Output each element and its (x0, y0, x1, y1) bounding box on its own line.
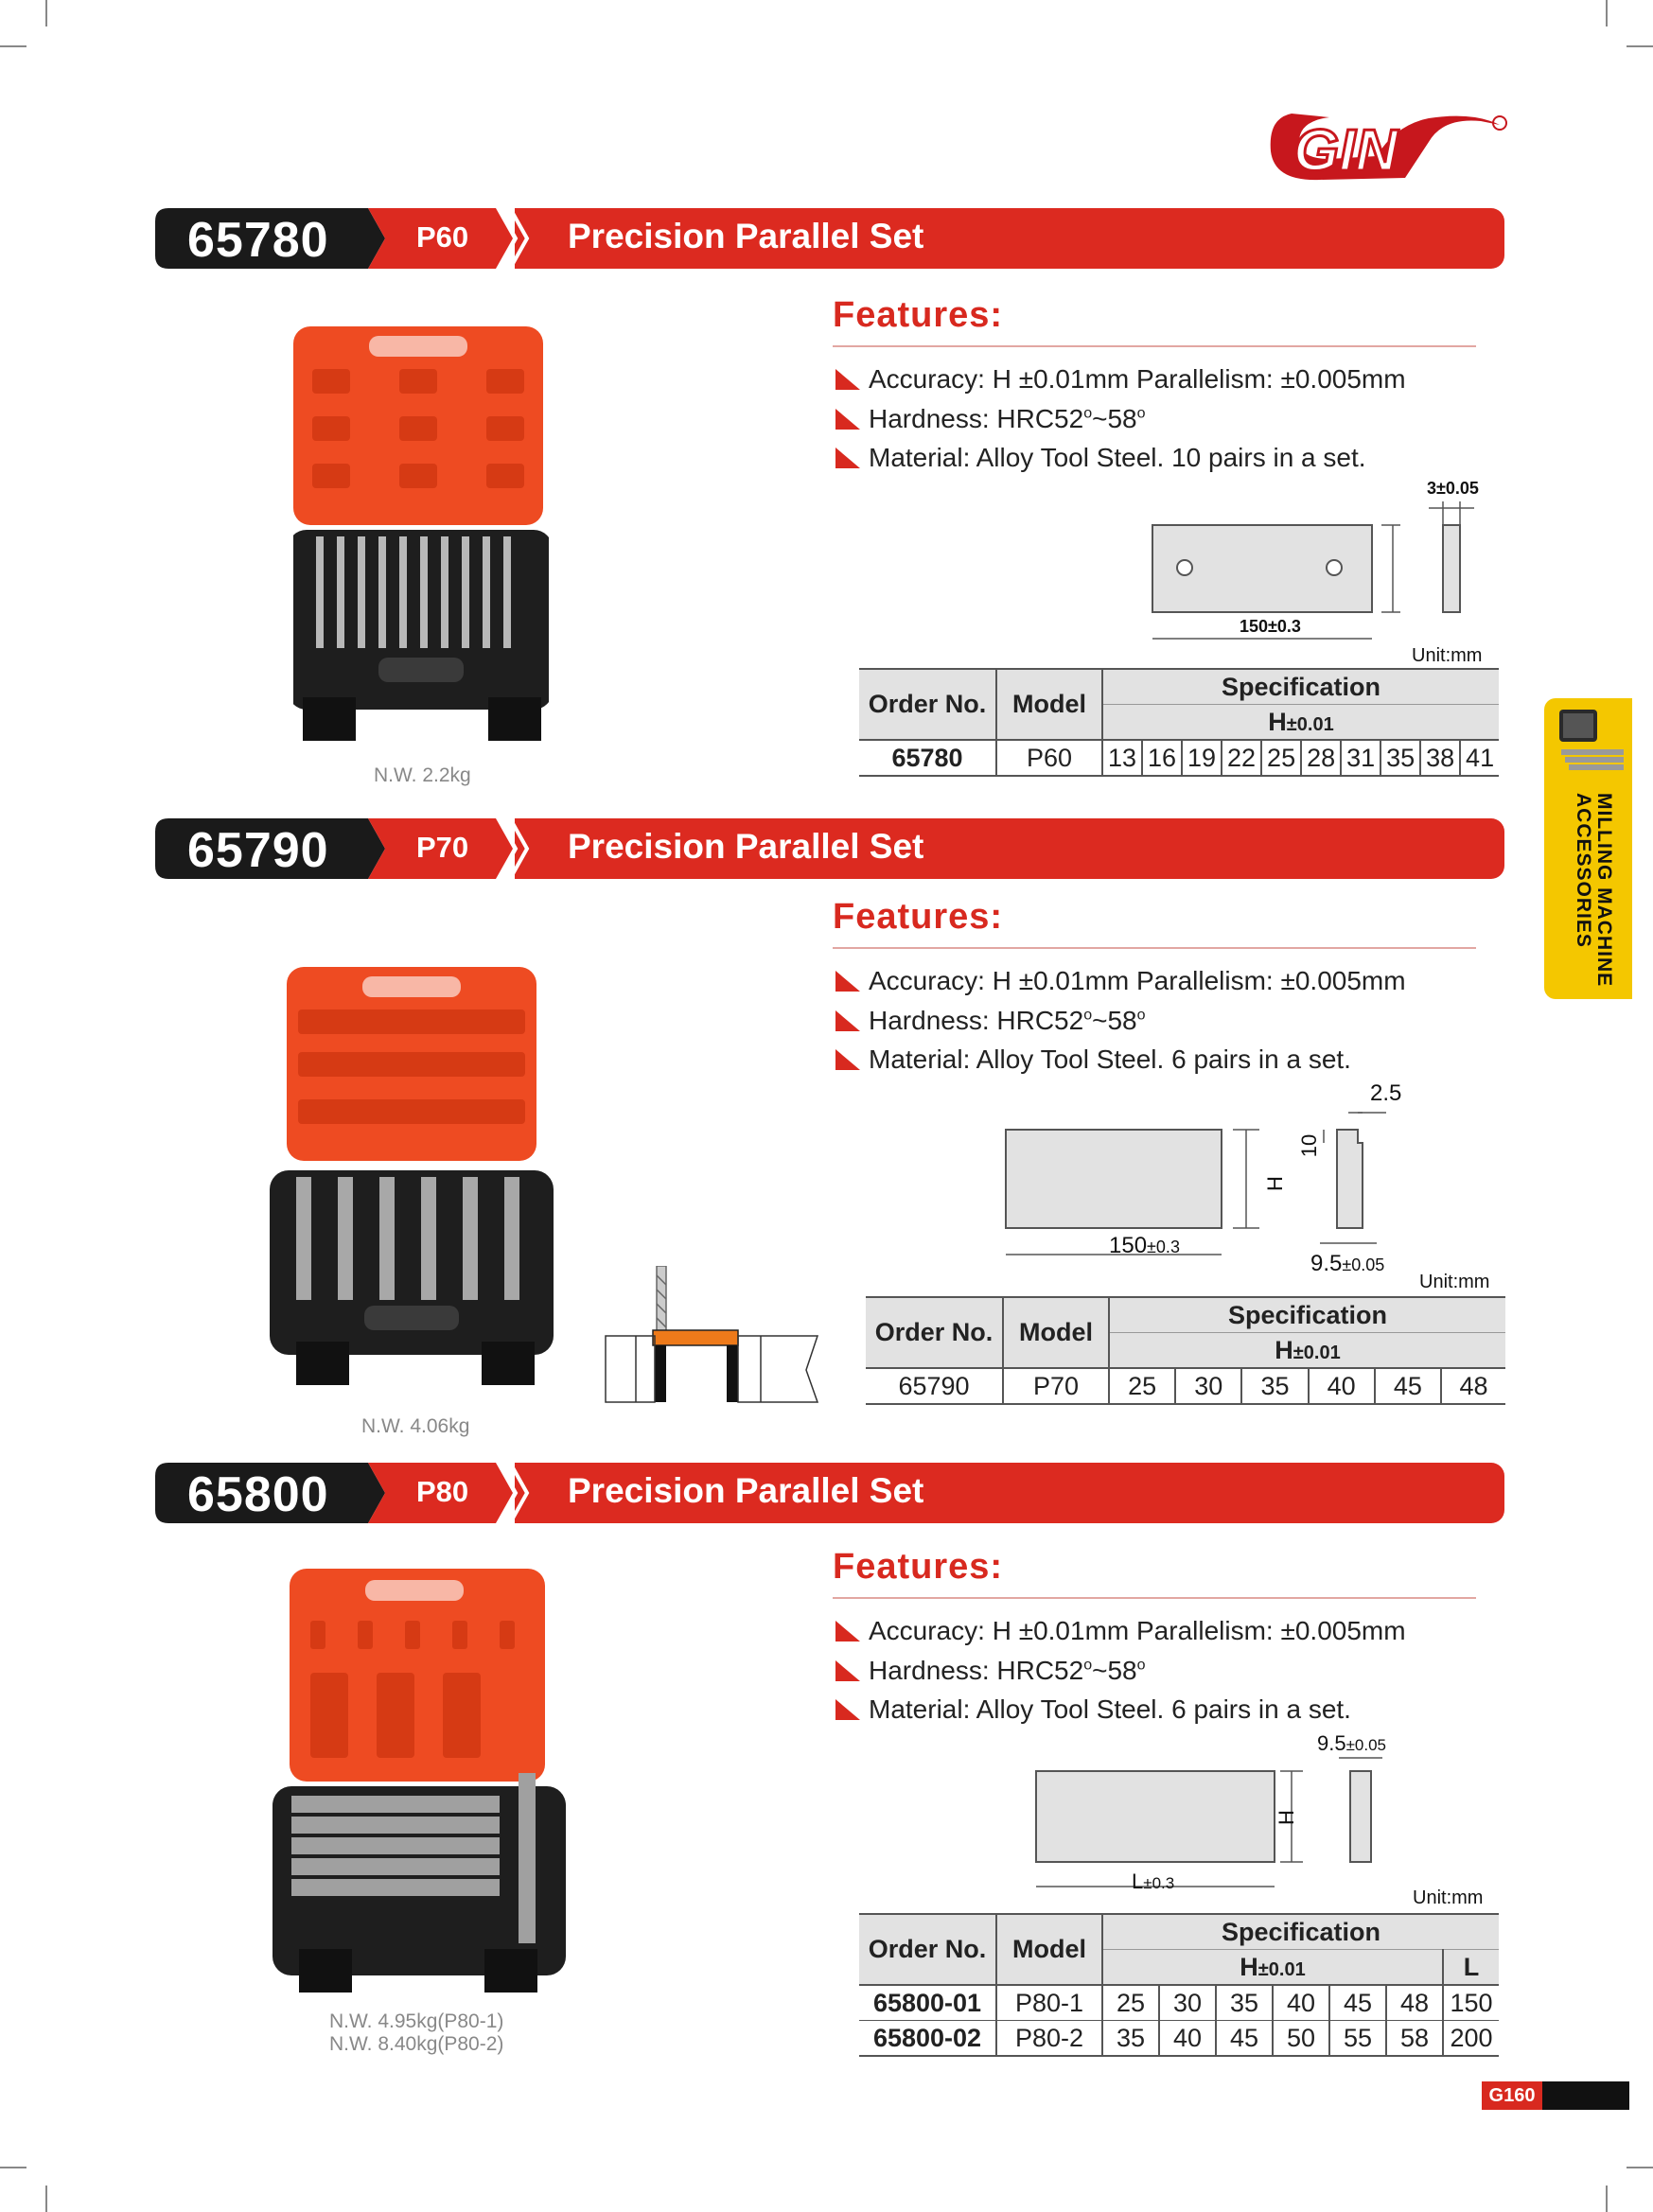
crop-mark (1627, 2167, 1653, 2168)
features-heading: Features: (833, 1547, 1004, 1587)
feature-material: Material: Alloy Tool Steel. 10 pairs in a set. (869, 443, 1366, 472)
cell-h-value: 38 (1420, 740, 1460, 776)
col-order-no: Order No. (859, 1914, 996, 1985)
bullet-icon (835, 369, 860, 390)
dim-thickness-value: 9.5 (1310, 1251, 1343, 1276)
col-model: Model (996, 1914, 1102, 1985)
crop-mark (1627, 45, 1653, 47)
cell-order: 65800-02 (872, 2023, 982, 2052)
dim-length (1132, 1870, 1174, 1894)
bullet-icon (835, 409, 860, 430)
cell-l-value: 200 (1443, 2021, 1499, 2057)
cell-model: P70 (1003, 1368, 1109, 1404)
divider (833, 947, 1476, 949)
col-specification: Specification (1109, 1297, 1505, 1333)
cell-h-value: 22 (1222, 740, 1261, 776)
product-title: Precision Parallel Set (568, 217, 924, 255)
col-specification: Specification (1102, 1914, 1499, 1950)
dim-thickness-tol: ±0.05 (1342, 1255, 1385, 1274)
col-l: L (1443, 1950, 1499, 1986)
dim-length: 150±0.3 (1240, 617, 1301, 636)
cell-h-value: 45 (1375, 1368, 1441, 1404)
feature-material: Material: Alloy Tool Steel. 6 pairs in a set. (869, 1694, 1351, 1724)
side-tab-line1: MILLING MACHINE (1593, 793, 1615, 988)
net-weight: N.W. 4.06kg (361, 1415, 470, 1437)
unit-label: Unit:mm (1413, 1887, 1484, 1908)
degree-mark: o (1136, 1657, 1146, 1674)
col-model: Model (996, 669, 1102, 740)
cell-h-value: 13 (1102, 740, 1142, 776)
col-order-no: Order No. (866, 1297, 1003, 1368)
features-heading: Features: (833, 897, 1004, 937)
cell-l-value: 150 (1443, 1985, 1499, 2021)
features-heading: Features: (833, 295, 1004, 335)
cell-h-value: 30 (1159, 1985, 1216, 2021)
cell-h-value: 30 (1175, 1368, 1241, 1404)
model-code: P70 (416, 831, 469, 864)
cell-h-value: 40 (1159, 2021, 1216, 2057)
product-photo-case-p70 (270, 967, 558, 1393)
hardness-tail: ~58 (1092, 1656, 1137, 1685)
cell-h-value: 35 (1241, 1368, 1308, 1404)
dim-h: H (1262, 1176, 1287, 1191)
cell-h-value: 40 (1309, 1368, 1375, 1404)
net-weight-p80-2: N.W. 8.40kg(P80-2) (329, 2033, 504, 2055)
page-number-bar (1482, 2081, 1629, 2110)
order-number: 65780 (187, 213, 329, 268)
order-number: 65800 (187, 1467, 329, 1522)
cell-h-value: 16 (1142, 740, 1182, 776)
col-h (1102, 705, 1499, 741)
order-number: 65790 (187, 823, 329, 878)
category-side-tab (1544, 698, 1632, 999)
cell-h-value: 35 (1216, 1985, 1273, 2021)
col-specification: Specification (1102, 669, 1499, 705)
net-weight: N.W. 2.2kg (374, 764, 471, 786)
hardness-tail: ~58 (1092, 1006, 1137, 1035)
cell-h-value: 50 (1273, 2021, 1329, 2057)
cell-model: P80-2 (996, 2021, 1102, 2057)
dimension-drawing-p60 (1145, 478, 1504, 653)
feature-accuracy: Accuracy: H ±0.01mm Parallelism: ±0.005mm (869, 1616, 1406, 1645)
bullet-icon (835, 1621, 860, 1641)
degree-mark: o (1083, 405, 1093, 422)
dim-length-value: L (1132, 1870, 1144, 1893)
section-title-bar (155, 1463, 1504, 1523)
side-tab-line2: ACCESSORIES (1573, 793, 1594, 948)
hardness-tail: ~58 (1092, 404, 1137, 433)
cell-order: 65800-01 (872, 1988, 982, 2017)
divider (833, 1597, 1476, 1599)
feature-hardness (869, 1656, 1146, 1686)
dim-length-tol: ±0.3 (1147, 1238, 1180, 1256)
dim-thickness (1317, 1731, 1386, 1756)
section-title-bar (155, 208, 1504, 269)
cell-h-value: 19 (1182, 740, 1222, 776)
crop-mark (1606, 0, 1608, 26)
degree-mark: o (1083, 1657, 1093, 1674)
side-tab-label (1573, 793, 1614, 987)
dim-thickness: 3±0.05 (1427, 479, 1479, 498)
cell-h-value: 48 (1441, 1368, 1505, 1404)
col-order-no: Order No. (859, 669, 996, 740)
dim-length-value: 150 (1109, 1233, 1148, 1258)
crop-mark (45, 0, 47, 26)
cell-h-value: 35 (1102, 2021, 1159, 2057)
cell-h-value: 35 (1380, 740, 1420, 776)
dimension-drawing-p70 (998, 1088, 1424, 1263)
degree-mark: o (1136, 1007, 1146, 1024)
dim-length (1109, 1233, 1180, 1259)
cell-h-value: 28 (1301, 740, 1341, 776)
model-code: P60 (416, 220, 469, 254)
cell-h-value: 45 (1329, 1985, 1386, 2021)
cell-model: P80-1 (996, 1985, 1102, 2021)
crop-mark (0, 45, 26, 47)
product-title: Precision Parallel Set (568, 1471, 924, 1510)
bullet-icon (835, 1049, 860, 1070)
cell-h-value: 25 (1102, 1985, 1159, 2021)
hardness-text: Hardness: HRC52 (869, 1656, 1084, 1685)
h-label: H (1240, 1952, 1258, 1981)
usage-illustration (598, 1266, 825, 1413)
dim-thickness-value: 9.5 (1317, 1731, 1346, 1755)
spec-table-65800 (859, 1913, 1499, 2057)
cell-h-value: 25 (1109, 1368, 1175, 1404)
dim-thickness (1310, 1251, 1384, 1277)
bullet-icon (835, 1010, 860, 1031)
model-code: P80 (416, 1475, 469, 1508)
dim-length-tol: ±0.3 (1143, 1874, 1175, 1892)
h-label: H (1268, 707, 1287, 736)
crop-mark (1606, 2186, 1608, 2212)
cell-h-value: 55 (1329, 2021, 1386, 2057)
bullet-icon (835, 1660, 860, 1681)
crop-mark (45, 2186, 47, 2212)
dim-h: H (1274, 1810, 1298, 1825)
dim-ten: 10 (1297, 1133, 1322, 1158)
degree-mark: o (1136, 405, 1146, 422)
feature-hardness (869, 1006, 1146, 1036)
cell-h-value: 25 (1261, 740, 1301, 776)
hardness-text: Hardness: HRC52 (869, 1006, 1084, 1035)
cell-h-value: 58 (1386, 2021, 1443, 2057)
cell-h-value: 31 (1341, 740, 1380, 776)
h-label: H (1275, 1335, 1293, 1364)
unit-label: Unit:mm (1419, 1272, 1490, 1292)
feature-accuracy: Accuracy: H ±0.01mm Parallelism: ±0.005mm (869, 364, 1406, 394)
cell-h-value: 40 (1273, 1985, 1329, 2021)
crop-mark (0, 2167, 26, 2168)
product-photo-case-p60 (293, 326, 549, 752)
spec-table-65780 (859, 668, 1499, 777)
net-weight-p80-1: N.W. 4.95kg(P80-1) (329, 2010, 504, 2032)
bullet-icon (835, 1699, 860, 1720)
cell-order: 65790 (898, 1371, 970, 1400)
dimension-drawing-p80 (1027, 1748, 1386, 1905)
product-photo-case-p80 (273, 1569, 575, 2009)
h-tolerance: ±0.01 (1257, 1958, 1306, 1980)
degree-mark: o (1083, 1007, 1093, 1024)
col-model: Model (1003, 1297, 1109, 1368)
parallel-set-thumbnail-icon (1552, 708, 1627, 783)
feature-hardness (869, 404, 1146, 434)
page-number: G160 (1482, 2081, 1542, 2110)
dim-thickness-tol: ±0.05 (1345, 1736, 1387, 1754)
cell-model: P60 (996, 740, 1102, 776)
unit-label: Unit:mm (1412, 645, 1483, 666)
col-h (1109, 1333, 1505, 1369)
h-tolerance: ±0.01 (1293, 1342, 1341, 1363)
col-h (1102, 1950, 1443, 1986)
product-title: Precision Parallel Set (568, 827, 924, 866)
bullet-icon (835, 971, 860, 992)
dim-step: 2.5 (1370, 1080, 1402, 1106)
feature-material: Material: Alloy Tool Steel. 6 pairs in a set. (869, 1045, 1351, 1074)
h-tolerance: ±0.01 (1286, 713, 1334, 735)
hardness-text: Hardness: HRC52 (869, 404, 1084, 433)
feature-accuracy: Accuracy: H ±0.01mm Parallelism: ±0.005mm (869, 966, 1406, 995)
cell-h-value: 45 (1216, 2021, 1273, 2057)
cell-h-value: 48 (1386, 1985, 1443, 2021)
cell-order: 65780 (891, 743, 963, 772)
divider (833, 345, 1476, 347)
spec-table-65790 (866, 1296, 1505, 1405)
brand-logo (1263, 104, 1509, 189)
section-title-bar (155, 818, 1504, 879)
logo-text: GIN (1293, 118, 1398, 184)
bullet-icon (835, 448, 860, 468)
cell-h-value: 41 (1460, 740, 1499, 776)
